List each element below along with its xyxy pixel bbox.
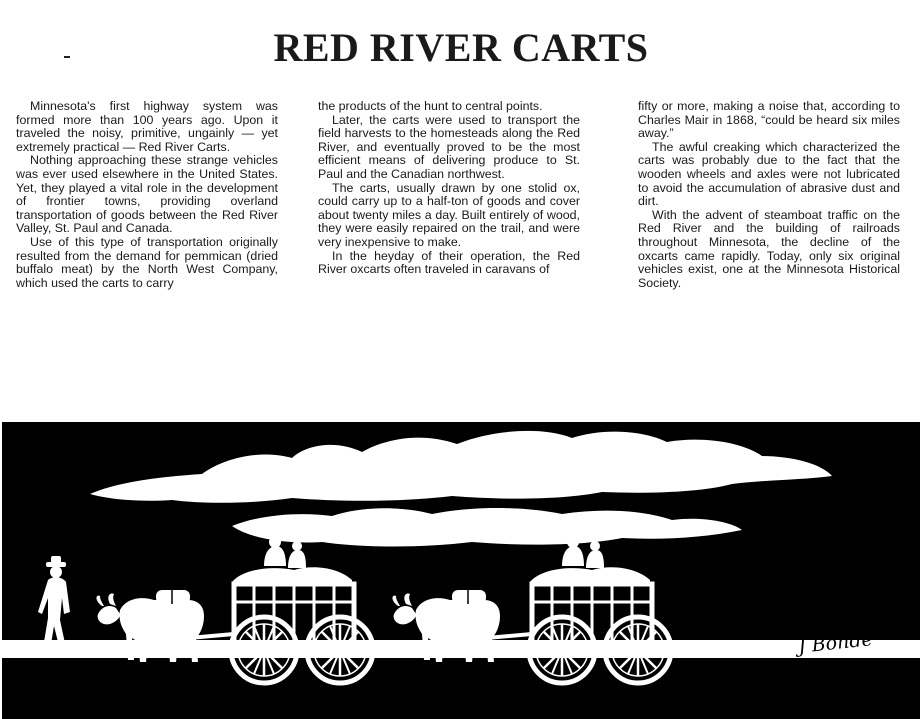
text-column-2 xyxy=(318,100,580,277)
text-column-1 xyxy=(16,100,278,290)
text-column-3 xyxy=(638,100,900,290)
paragraph: Minnesota's first highway system was formed more than 100 years ago. Upon it traveled the noisy, primitive, ungainly — yet extremely practical — Red River Carts. xyxy=(16,99,278,154)
paragraph: Nothing approaching these strange vehicles was ever used elsewhere in the United States. Yet, they played a vital role in the development of frontier towns, providing overland transportation of goods between the Red River Valley, St. Paul and Canada. xyxy=(16,153,278,236)
paragraph: In the heyday of their operation, the Red River oxcarts often traveled in caravans of xyxy=(318,248,580,277)
artist-signature: J Bonde xyxy=(797,628,874,658)
paragraph: Later, the carts were used to transport the field harvests to the homesteads along the Red River, and eventually proved to be the most efficient means of delivering produce to St. Paul and the Canadian northwest. xyxy=(318,112,580,181)
paragraph: the products of the hunt to central points. xyxy=(318,99,543,113)
paragraph: The awful creaking which characterized the carts was probably due to the fact that the wooden wheels and axles were not lubricated to avoid the accumulation of abrasive dust and dirt. xyxy=(638,139,900,209)
paragraph: Use of this type of transportation originally resulted from the demand for pemmican (dried buffalo meat) by the North West Company, which used the carts to carry xyxy=(16,234,278,290)
paragraph: fifty or more, making a noise that, according to Charles Mair in 1868, “could be heard six miles away.” xyxy=(638,99,900,141)
paragraph: With the advent of steamboat traffic on the Red River and the building of railroads throughout Minnesota, the decline of the oxcarts came rapidly. Today, only six original vehicles exist, one at the Minnesota Historical Society. xyxy=(638,207,900,290)
paragraph: The carts, usually drawn by one stolid ox, could carry up to a half-ton of goods and cover about twenty miles a day. Built entirely of wood, they were easily repaired on the trail, and were very inexpensive to make. xyxy=(318,180,580,249)
article-title: RED RIVER CARTS xyxy=(273,25,649,70)
oxcart-caravan-illustration xyxy=(2,422,920,719)
